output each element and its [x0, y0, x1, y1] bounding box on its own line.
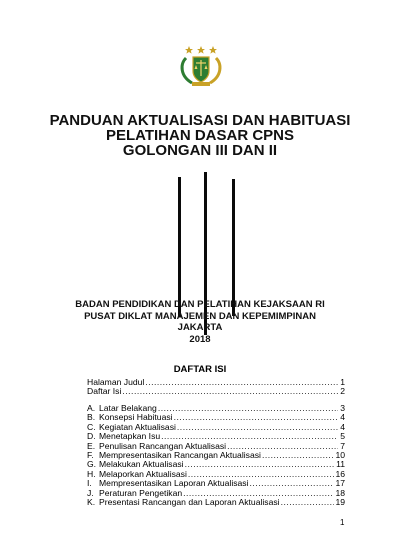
toc-entry-number: B. [87, 412, 96, 423]
vertical-bar [232, 179, 235, 316]
toc-entry-label: Penulisan Rancangan Aktualisasi [99, 440, 227, 451]
toc-entry-page: 5 [340, 431, 345, 442]
toc-entry-number: K. [87, 496, 96, 507]
toc-entry[interactable] [87, 498, 345, 507]
toc-entry-label: Mempresentasikan Laporan Aktualisasi [99, 478, 249, 489]
kejaksaan-emblem-icon [172, 42, 230, 88]
toc-entry-label: Konsepsi Habituasi [99, 412, 173, 423]
institution-year: 2018 [189, 334, 211, 345]
toc-entry-page: 17 [335, 478, 345, 489]
toc-entry-page: 4 [340, 421, 345, 432]
institution-city: JAKARTA [177, 322, 223, 333]
toc-entry-label: Menetapkan Isu [99, 431, 161, 442]
toc-entry-label: Latar Belakang [99, 403, 157, 413]
toc-entry-page: 10 [335, 449, 345, 460]
toc-entry-page: 19 [335, 496, 345, 507]
toc-entry-label: Daftar Isi [87, 386, 122, 397]
toc-entry-page: 4 [340, 412, 345, 423]
toc-entry-page: 1 [340, 377, 345, 387]
toc-leader-dots [262, 451, 334, 460]
page-number: 1 [340, 518, 345, 527]
toc-entry-label: Melaporkan Aktualisasi [99, 468, 187, 479]
toc-entry-page: 3 [340, 403, 345, 413]
toc-entry-page: 7 [340, 440, 345, 451]
toc-entry-number: H. [87, 468, 96, 479]
toc-heading: DAFTAR ISI [173, 364, 227, 375]
toc-entry-number: D. [87, 431, 96, 442]
toc-leader-dots [174, 413, 338, 422]
toc-front-matter [87, 378, 345, 397]
toc-entry-number: G. [87, 459, 97, 470]
toc-entry-page: 16 [335, 468, 345, 479]
toc-entry-number: C. [87, 421, 96, 432]
toc-entry-page: 11 [336, 459, 345, 470]
institution-line-2: PUSAT DIKLAT MANAJEMEN DAN KEPEMIMPINAN [84, 311, 316, 322]
toc-entry-label: Kegiatan Aktualisasi [99, 421, 176, 432]
toc-entry-number: E. [87, 440, 96, 451]
toc-entry-number: J. [87, 487, 94, 498]
vertical-bar [178, 177, 181, 317]
document-title-line-1: PANDUAN AKTUALISASI DAN HABITUASI [49, 112, 351, 129]
toc-entry-number: F. [87, 449, 94, 460]
institution-line-1: BADAN PENDIDIKAN DAN PELATIHAN KEJAKSAAN RI [75, 299, 325, 310]
toc-leader-dots [145, 378, 338, 387]
toc-leader-dots [250, 479, 335, 488]
toc-leader-dots [158, 404, 338, 413]
toc-entry-label: Halaman Judul [87, 377, 145, 387]
toc-entry-label: Mempresentasikan Rancangan Aktualisasi [99, 449, 261, 460]
toc-entry-page: 2 [340, 386, 345, 397]
document-title-line-3: GOLONGAN III DAN II [122, 142, 278, 159]
toc-entry-number: I. [87, 478, 92, 489]
toc-sections [87, 404, 345, 507]
toc-entry-label: Presentasi Rancangan dan Laporan Aktualisasi [99, 496, 280, 507]
toc-leader-dots [281, 498, 335, 507]
toc-entry[interactable] [87, 378, 345, 387]
toc-entry-label: Peraturan Pengetikan [99, 487, 183, 498]
toc-leader-dots [185, 460, 336, 469]
toc-entry-label: Melakukan Aktualisasi [99, 459, 184, 470]
document-title-line-2: PELATIHAN DASAR CPNS [105, 127, 295, 144]
toc-entry[interactable] [87, 387, 345, 396]
toc-leader-dots [177, 423, 338, 432]
toc-entry-page: 18 [335, 487, 345, 498]
toc-leader-dots [122, 387, 338, 396]
toc-entry-number: A. [87, 403, 96, 413]
